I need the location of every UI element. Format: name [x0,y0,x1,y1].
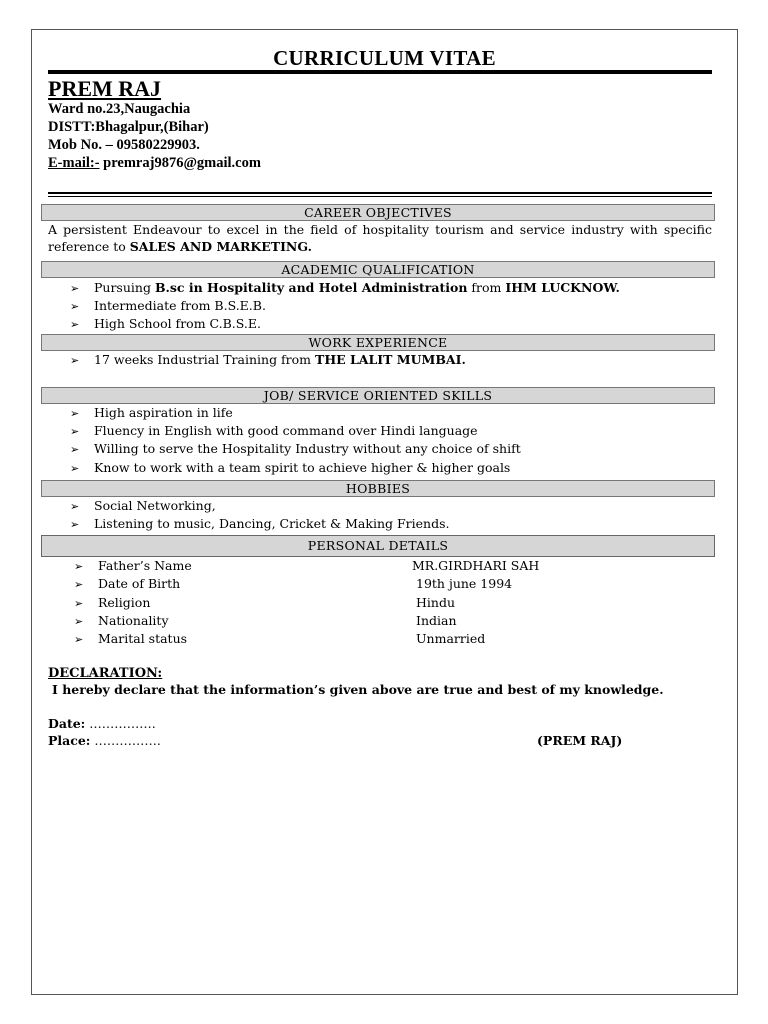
email-line [48,155,261,172]
list-item: ➢ Fluency in English with good command over Hindi language [70,423,478,438]
email-label: E-mail:- [48,155,100,171]
date-line: Date: ……………. [48,716,156,731]
section-career-objectives: CAREER OBJECTIVES [41,204,715,221]
personal-value: Indian [416,613,457,628]
address-line-2: DISTT:Bhagalpur,(Bihar) [48,119,209,135]
declaration-heading: DECLARATION: [48,666,163,681]
bullet-arrow-icon: ➢ [74,615,84,628]
divider-thin [48,196,712,197]
mobile-number: Mob No. – 09580229903. [48,137,200,153]
career-objective-text: A persistent Endeavour to excel in the field of hospitality tourism and service industry with specific reference to SALES AND MARKETING. [48,222,712,254]
bullet-arrow-icon: ➢ [70,443,80,456]
declaration-text: I hereby declare that the information’s given above are true and best of my knowledge. [52,682,664,697]
header-rule [48,70,712,74]
list-item: ➢ Know to work with a team spirit to achieve higher & higher goals [70,460,511,475]
personal-label: ➢ Date of Birth [74,576,181,591]
document-title: CURRICULUM VITAE [273,46,496,70]
personal-value: 19th june 1994 [416,576,513,591]
personal-label: ➢ Nationality [74,613,169,628]
list-item: ➢ 17 weeks Industrial Training from THE LALIT MUMBAI. [70,352,466,367]
personal-label: ➢ Religion [74,595,151,610]
bullet-arrow-icon: ➢ [74,597,84,610]
section-work-experience: WORK EXPERIENCE [41,334,715,351]
bullet-arrow-icon: ➢ [74,633,84,646]
section-personal-details: PERSONAL DETAILS [41,535,715,557]
personal-value: MR.GIRDHARI SAH [412,558,540,573]
list-item: ➢ High aspiration in life [70,405,233,420]
bullet-arrow-icon: ➢ [74,578,84,591]
email-address: premraj9876@gmail.com [99,155,261,171]
personal-label: ➢ Marital status [74,631,188,646]
list-item: ➢ Willing to serve the Hospitality Industry without any choice of shift [70,441,521,456]
list-item: ➢ Intermediate from B.S.E.B. [70,298,266,313]
list-item: ➢ Pursuing B.sc in Hospitality and Hotel Administration from IHM LUCKNOW. [70,280,620,295]
bullet-arrow-icon: ➢ [70,518,80,531]
bullet-arrow-icon: ➢ [70,425,80,438]
resume-page [31,29,738,995]
bullet-arrow-icon: ➢ [70,407,80,420]
divider-thick [48,192,712,194]
bullet-arrow-icon: ➢ [70,500,80,513]
signature-name: (PREM RAJ) [537,733,623,748]
address-line-1: Ward no.23,Naugachia [48,101,191,117]
personal-label: ➢ Father’s Name [74,558,192,573]
list-item: ➢ Listening to music, Dancing, Cricket & Making Friends. [70,516,450,531]
bullet-arrow-icon: ➢ [70,300,80,313]
section-academic-qualification: ACADEMIC QUALIFICATION [41,261,715,278]
personal-value: Hindu [416,595,456,610]
section-hobbies: HOBBIES [41,480,715,497]
place-line: Place: ……………. [48,733,161,748]
section-job-skills: JOB/ SERVICE ORIENTED SKILLS [41,387,715,404]
bullet-arrow-icon: ➢ [74,560,84,573]
bullet-arrow-icon: ➢ [70,318,80,331]
candidate-name: PREM RAJ [48,76,162,101]
bullet-arrow-icon: ➢ [70,282,80,295]
bullet-arrow-icon: ➢ [70,354,80,367]
list-item: ➢ High School from C.B.S.E. [70,316,261,331]
personal-value: Unmarried [416,631,486,646]
list-item: ➢ Social Networking, [70,498,216,513]
bullet-arrow-icon: ➢ [70,462,80,475]
